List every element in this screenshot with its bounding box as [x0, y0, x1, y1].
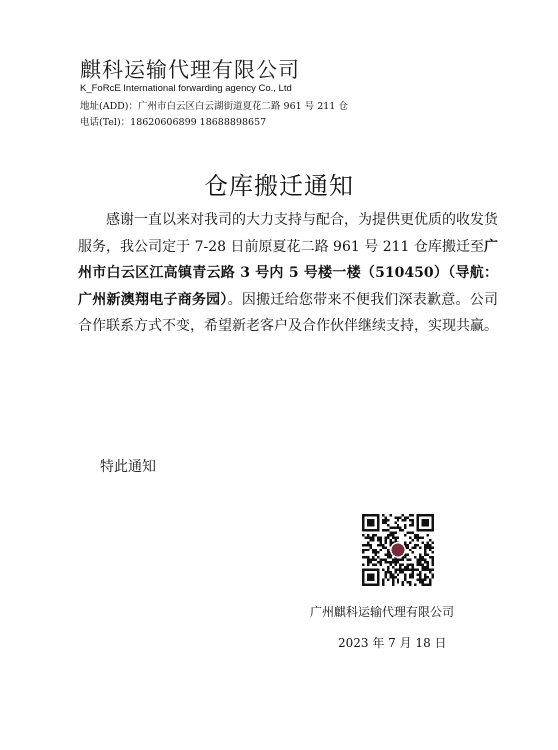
notice-apology: 。因搬迁给您带来不便我们深表歉意。公司合作联系方式不变，希望新老客户及合作伙伴继续支持，实现共赢。	[78, 291, 498, 334]
new-warehouse-address: 广州市白云区江高镇青云路 3 号内 5 号楼一楼（510450）	[78, 238, 498, 281]
letterhead-company-name: 麒科运输代理有限公司	[80, 58, 300, 82]
notice-body	[78, 207, 498, 340]
notice-closing: 特此通知	[100, 459, 156, 475]
navigation-hint: （导航：广州新澳翔电子商务园）	[78, 265, 498, 308]
letterhead-phone: 电话(Tel)：18620606899 18688898657	[80, 117, 267, 128]
letterhead-company-english: K_FoRcE International forwarding agency Co., Ltd	[80, 83, 292, 94]
notice-title: 仓库搬迁通知	[204, 172, 354, 200]
signature-company: 广州麒科运输代理有限公司	[310, 605, 455, 619]
wechat-qr-code-icon	[362, 514, 434, 586]
signature-date: 2023 年 7 月 18 日	[338, 636, 447, 650]
notice-intro: 感谢一直以来对我司的大力支持与配合，为提供更优质的收发货服务，我公司定于 7-28 日前原夏花二路 961 号 211 仓库搬迁至	[78, 212, 498, 255]
letterhead-address: 地址(ADD)：广州市白云区白云湖街道夏花二路 961 号 211 仓	[80, 101, 348, 112]
